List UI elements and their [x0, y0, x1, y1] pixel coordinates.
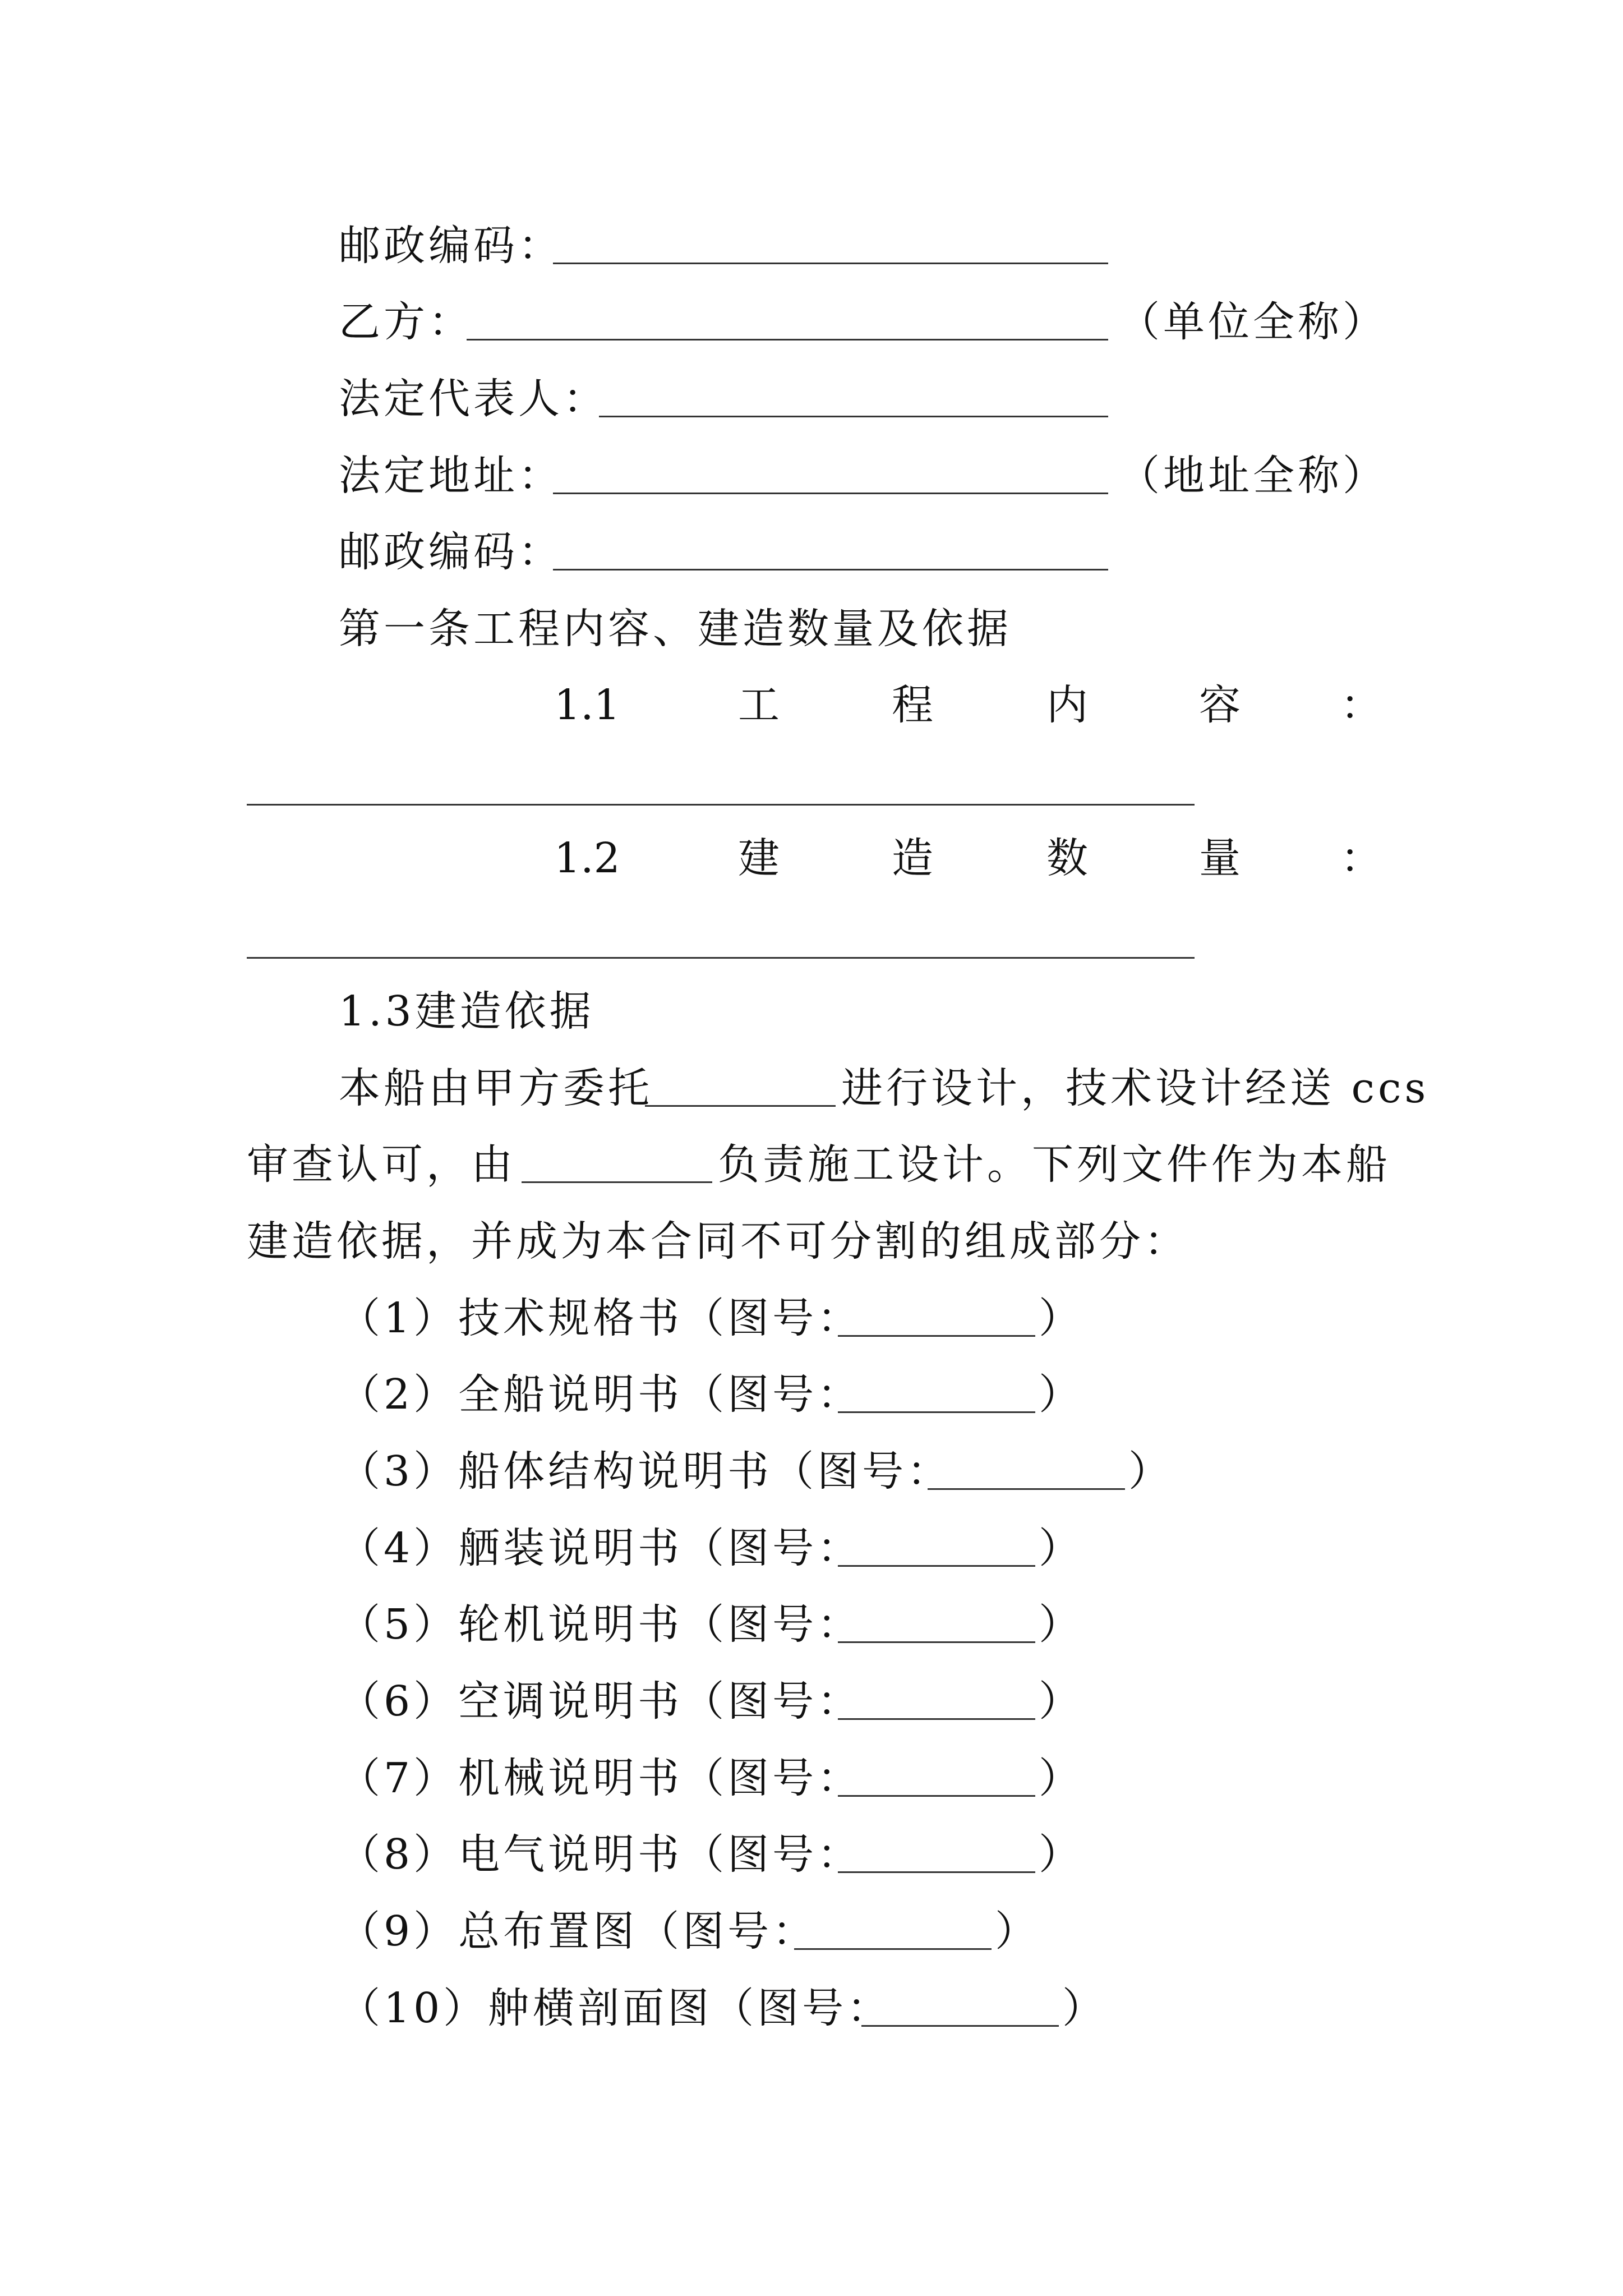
doc-item-7-blank: [838, 1795, 1035, 1797]
para-line3: 建造依据，并成为本合同不可分割的组成部分：: [247, 1217, 1189, 1266]
doc-item-8-close: ）: [1039, 1830, 1083, 1879]
item-1-1-blank: [247, 804, 1195, 806]
doc-item-6: （6）空调说明书（图号：: [339, 1677, 863, 1726]
party-b-address-blank: [553, 493, 1108, 494]
item-1-3-title: 1.3建造依据: [339, 987, 594, 1036]
item-1-2-char: 建: [738, 834, 780, 882]
item-1-1-char: 容: [1199, 681, 1241, 729]
article-1-title: 第一条工程内容、建造数量及依据: [339, 605, 1012, 653]
doc-item-6-blank: [838, 1718, 1035, 1720]
item-1-1-char: 内: [1046, 681, 1088, 729]
doc-item-4: （4）舾装说明书（图号：: [339, 1524, 863, 1572]
doc-item-2: （2）全船说明书（图号：: [339, 1370, 863, 1419]
doc-item-10-close: ）: [1062, 1984, 1107, 2032]
doc-item-4-close: ）: [1039, 1524, 1083, 1572]
doc-item-8: （8）电气说明书（图号：: [339, 1830, 863, 1879]
constructor-blank: [522, 1181, 712, 1183]
party-b-rep-label: 法定代表人：: [339, 375, 608, 423]
para-line2-part2: 负责施工设计。下列文件作为本船: [718, 1140, 1391, 1189]
para-line1-part2: 进行设计，技术设计经送 ccs: [841, 1064, 1430, 1112]
doc-item-10: （10）舯横剖面图（图号：: [339, 1984, 892, 2032]
item-1-1-char: 工: [738, 681, 780, 729]
doc-item-7-close: ）: [1039, 1754, 1083, 1802]
doc-item-2-blank: [838, 1411, 1035, 1413]
party-b-name-blank: [467, 339, 1108, 341]
doc-item-2-close: ）: [1039, 1370, 1083, 1419]
doc-item-8-blank: [838, 1871, 1035, 1873]
item-1-1-char: 程: [892, 681, 933, 729]
doc-item-7: （7）机械说明书（图号：: [339, 1754, 863, 1802]
doc-item-3-close: ）: [1128, 1447, 1173, 1496]
doc-item-3-blank: [928, 1488, 1125, 1490]
doc-item-1-close: ）: [1039, 1294, 1083, 1342]
doc-item-5: （5）轮机说明书（图号：: [339, 1600, 863, 1649]
party-b-name-note: （单位全称）: [1118, 298, 1387, 346]
item-1-2-char: 量: [1199, 834, 1241, 882]
doc-item-4-blank: [838, 1565, 1035, 1567]
item-1-1-number: 1.1: [554, 681, 620, 729]
para-line2-part1: 审查认可，由: [247, 1140, 516, 1189]
party-a-postal-blank: [553, 263, 1108, 264]
item-1-2-char: ：: [1340, 834, 1382, 882]
para-line1-part1: 本船由甲方委托: [339, 1064, 653, 1112]
party-b-postal-label: 邮政编码：: [339, 528, 563, 576]
item-1-2-char: 数: [1046, 834, 1088, 882]
party-b-name-label: 乙方：: [339, 298, 473, 346]
party-b-rep-blank: [599, 416, 1108, 417]
designer-blank: [645, 1105, 836, 1107]
doc-item-5-close: ）: [1039, 1600, 1083, 1649]
doc-item-9: （9）总布置图（图号：: [339, 1907, 818, 1955]
doc-item-9-blank: [794, 1948, 992, 1950]
doc-item-1-blank: [838, 1335, 1035, 1337]
doc-item-10-blank: [861, 2025, 1059, 2027]
doc-item-5-blank: [838, 1641, 1035, 1643]
party-b-address-label: 法定地址：: [339, 452, 563, 500]
item-1-2-blank: [247, 957, 1195, 959]
item-1-1-char: ：: [1340, 681, 1382, 729]
party-a-postal-label: 邮政编码：: [339, 222, 563, 270]
item-1-2-char: 造: [892, 834, 933, 882]
doc-item-6-close: ）: [1039, 1677, 1083, 1726]
item-1-2-number: 1.2: [554, 834, 620, 882]
party-b-postal-blank: [553, 569, 1108, 570]
party-b-address-note: （地址全称）: [1118, 452, 1387, 500]
doc-item-9-close: ）: [995, 1907, 1040, 1955]
doc-item-1: （1）技术规格书（图号：: [339, 1294, 863, 1342]
doc-item-3: （3）船体结构说明书（图号：: [339, 1447, 952, 1496]
